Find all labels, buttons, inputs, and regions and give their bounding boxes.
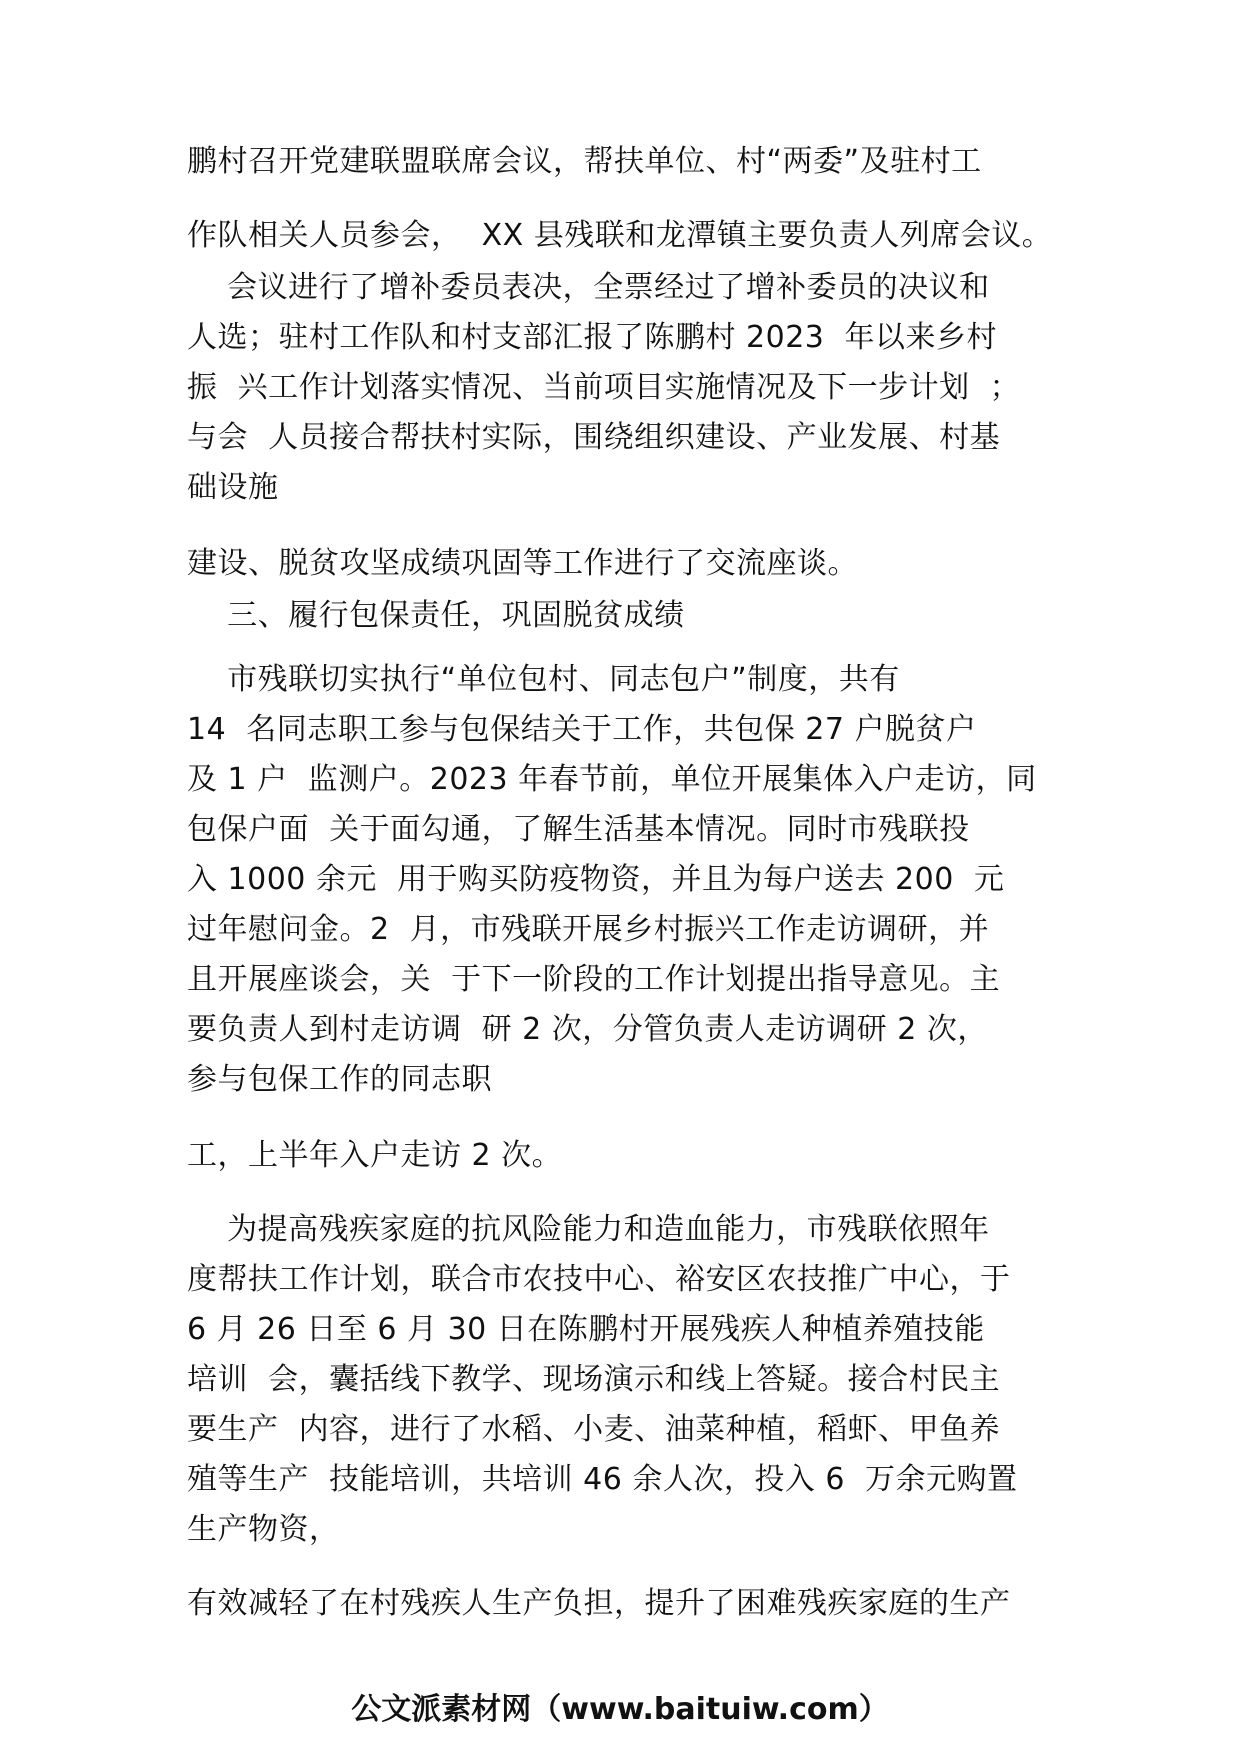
text-line: 要生产 内容，进行了水稻、小麦、油菜种植，稻虾、甲鱼养 [187, 1412, 1001, 1447]
text-line: 作队相关人员参会， XX 县残联和龙潭镇主要负责人列席会议。 [187, 218, 1053, 253]
text-line: 且开展座谈会，关 于下一阶段的工作计划提出指导意见。主 [187, 962, 1001, 997]
text-line: 要负责人到村走访调 研 2 次，分管负责人走访调研 2 次， [187, 1012, 988, 1047]
text-line: 鹏村召开党建联盟联席会议，帮扶单位、村“两委”及驻村工 [187, 144, 982, 179]
text-line: 入 1000 余元 用于购买防疫物资，并且为每户送去 200 元 [187, 862, 1005, 897]
text-line: 生产物资， [187, 1512, 340, 1547]
text-line: 为提高残疾家庭的抗风险能力和造血能力，市残联依照年 [187, 1212, 990, 1247]
text-line: 础设施 [187, 470, 279, 505]
text-line: 会议进行了增补委员表决，全票经过了增补委员的决议和 [187, 270, 990, 305]
text-line: 包保户面 关于面勾通，了解生活基本情况。同时市残联投 [187, 812, 970, 847]
text-line: 人选；驻村工作队和村支部汇报了陈鹏村 2023 年以来乡村 [187, 320, 997, 355]
text-line: 工，上半年入户走访 2 次。 [187, 1138, 563, 1173]
text-line: 殖等生产 技能培训，共培训 46 余人次，投入 6 万余元购置 [187, 1462, 1018, 1497]
text-line: 参与包保工作的同志职 [187, 1062, 492, 1097]
text-line: 市残联切实执行“单位包村、同志包户”制度，共有 [187, 662, 900, 697]
text-line: 6 月 26 日至 6 月 30 日在陈鹏村开展残疾人种植养殖技能 [187, 1312, 985, 1347]
text-line: 培训 会，囊括线下教学、现场演示和线上答疑。接合村民主 [187, 1362, 1001, 1397]
section-heading: 三、履行包保责任，巩固脱贫成绩 [187, 598, 685, 633]
footer-watermark: 公文派素材网（www.baituiw.com） [351, 1692, 889, 1727]
text-line: 及 1 户 监测户。2023 年春节前，单位开展集体入户走访，同 [187, 762, 1037, 797]
text-line: 振 兴工作计划落实情况、当前项目实施情况及下一步计划 ； [187, 370, 1021, 405]
text-line: 过年慰问金。2 月，市残联开展乡村振兴工作走访调研，并 [187, 912, 990, 947]
text-line: 度帮扶工作计划，联合市农技中心、裕安区农技推广中心，于 [187, 1262, 1011, 1297]
text-line: 有效减轻了在村残疾人生产负担，提升了困难残疾家庭的生产 [187, 1586, 1011, 1621]
text-line: 14 名同志职工参与包保结关于工作，共包保 27 户脱贫户 [187, 712, 977, 747]
text-line: 建设、脱贫攻坚成绩巩固等工作进行了交流座谈。 [187, 546, 858, 581]
text-line: 与会 人员接合帮扶村实际，围绕组织建设、产业发展、村基 [187, 420, 1001, 455]
